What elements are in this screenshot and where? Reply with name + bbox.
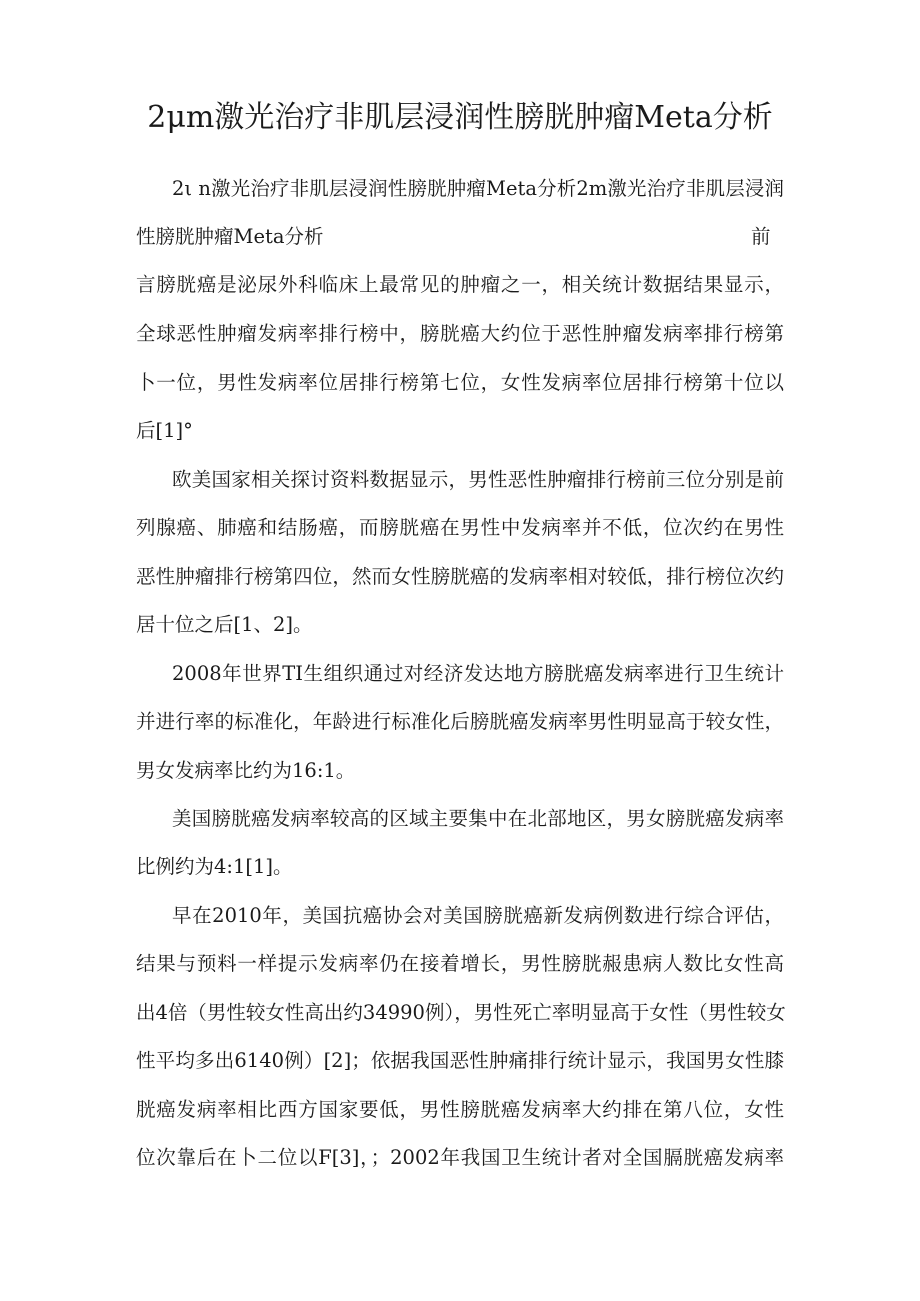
text-line: 列腺癌、肺癌和结肠癌，而膀胱癌在男性中发病率并不低，位次约在男性 bbox=[136, 516, 784, 539]
text-line: 并进行率的标准化，年龄进行标准化后膀胱癌发病率男性明显高于较女性， bbox=[136, 710, 784, 733]
text-line: 出4倍（男性较女性高出约34990例），男性死亡率明显高于女性（男性较女 bbox=[136, 1001, 786, 1024]
text-line: 居十位之后[1、2]。 bbox=[136, 613, 313, 636]
text-line: 恶性肿瘤排行榜第四位，然而女性膀胱癌的发病率相对较低，排行榜位次约 bbox=[136, 565, 784, 588]
text-line: 性平均多出6140例）[2]；依据我国恶性肿痛排行统计显示，我国男女性膝 bbox=[136, 1049, 784, 1072]
text-line: 位次靠后在卜二位以F[3]，；2002年我国卫生统计者对全国膈胱癌发病率 bbox=[136, 1146, 784, 1169]
text-line: 卜一位，男性发病率位居排行榜第七位，女性发病率位居排行榜第十位以 bbox=[136, 371, 784, 394]
text-line: 后[1]° bbox=[136, 419, 193, 442]
text-line: 性膀胱肿瘤Meta分析 bbox=[136, 225, 324, 248]
document-title: 2μm激光治疗非肌层浸润性膀胱肿瘤Meta分析 bbox=[147, 100, 773, 135]
text-line: 前 bbox=[751, 225, 771, 248]
text-line: 比例约为4:1[1]。 bbox=[136, 855, 293, 878]
text-line: 全球恶性肿瘤发病率排行榜中，膀胱癌大约位于恶性肿瘤发病率排行榜第 bbox=[136, 322, 784, 345]
text-line: 欧美国家相关探讨资料数据显示，男性恶性肿瘤排行榜前三位分别是前 bbox=[172, 468, 784, 491]
text-line: 结果与预料一样提示发病率仍在接着增长，男性膀胱赧患病人数比女性高 bbox=[136, 952, 784, 975]
text-line: 男女发病率比约为16:1。 bbox=[136, 759, 356, 782]
text-line: 胱癌发病率相比西方国家要低，男性膀胱癌发病率大约排在第八位，女性 bbox=[136, 1098, 784, 1121]
text-line: 2008年世界TI生组织通过对经济发达地方膀胱癌发病率进行卫生统计 bbox=[172, 662, 784, 685]
text-line: 言膀胱癌是泌尿外科临床上最常见的肿瘤之一，相关统计数据结果显示， bbox=[136, 273, 784, 296]
text-line: 2ι n激光治疗非肌层浸润性膀胱肿瘤Meta分析2m激光治疗非肌层浸润 bbox=[172, 177, 784, 200]
text-line: 早在2010年，美国抗癌协会对美国膀胱癌新发病例数进行综合评估， bbox=[172, 904, 784, 927]
text-line: 美国膀胱癌发病率较高的区域主要集中在北部地区，男女膀胱癌发病率 bbox=[172, 807, 784, 830]
